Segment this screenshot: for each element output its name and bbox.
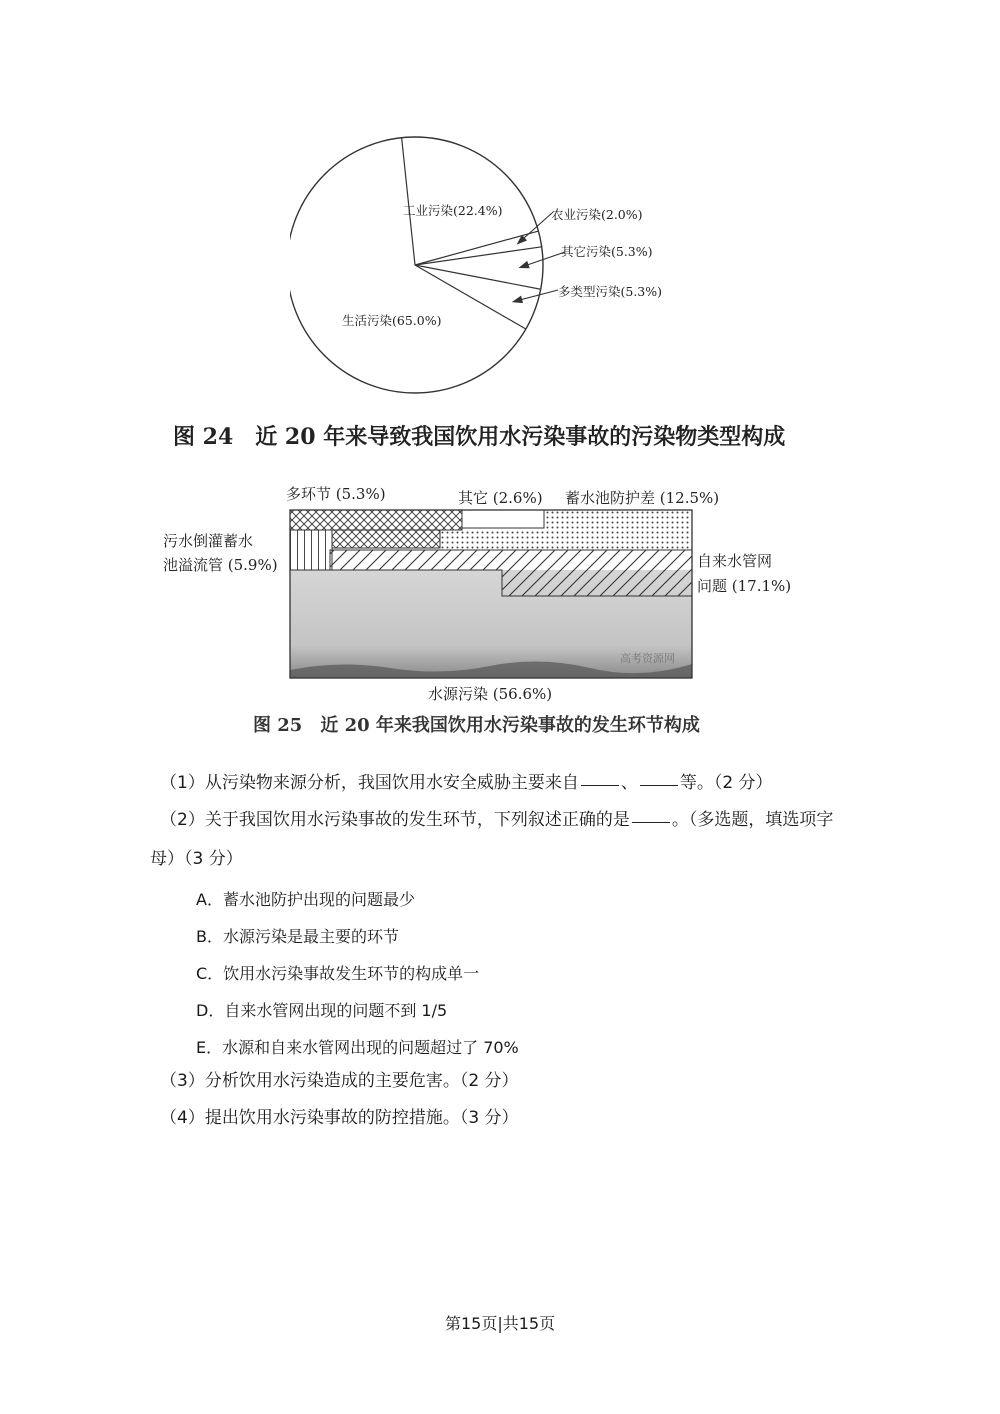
question-2-text: （2）关于我国饮用水污染事故的发生环节，下列叙述正确的是: [160, 810, 630, 830]
option-b: B．水源污染是最主要的环节: [196, 927, 399, 946]
bar-label-sewage-2: 池溢流管 (5.9%): [163, 556, 278, 574]
segment-multi-link: [290, 510, 462, 530]
segment-multi-link-lower: [332, 530, 440, 548]
bar-label-sewage-1: 污水倒灌蓄水: [163, 532, 254, 550]
question-2-end: 。（多选题，填选项字: [671, 810, 834, 830]
answer-blank-2[interactable]: [632, 821, 670, 823]
pie-label-agricultural: 农业污染(2.0%): [551, 207, 643, 222]
figure-25-caption: 图 25 近 20 年来我国饮用水污染事故的发生环节构成: [253, 715, 700, 736]
option-a: A．蓄水池防护出现的问题最少: [196, 890, 415, 909]
pie-chart: [290, 135, 690, 400]
answer-blank-1b[interactable]: [640, 784, 678, 786]
pie-label-domestic: 生活污染(65.0%): [342, 313, 442, 328]
question-2-cont: 母）（3 分）: [150, 849, 243, 869]
pie-label-multi-type: 多类型污染(5.3%): [558, 284, 663, 299]
option-e: E．水源和自来水管网出现的问题超过了 70%: [196, 1038, 519, 1057]
option-d: D．自来水管网出现的问题不到 1/5: [196, 1001, 448, 1020]
question-1-end: 等。（2 分）: [679, 773, 773, 793]
bar-label-water-source: 水源污染 (56.6%): [428, 685, 553, 703]
question-1: [160, 775, 773, 792]
answer-blank-1a[interactable]: [581, 784, 619, 786]
question-3: （3）分析饮用水污染造成的主要危害。（2 分）: [160, 1071, 519, 1091]
question-2: [160, 812, 833, 829]
question-1-text: （1）从污染物来源分析，我国饮用水安全威胁主要来自: [160, 773, 579, 793]
bar-label-other: 其它 (2.6%): [458, 489, 543, 507]
pie-label-industrial: 工业污染(22.4%): [403, 203, 503, 218]
watermark-text: 高考资源网: [620, 652, 675, 665]
question-1-sep: 、: [620, 773, 638, 793]
figure-24-caption: 图 24 近 20 年来导致我国饮用水污染事故的污染物类型构成: [173, 424, 786, 450]
bar-label-pipe-1: 自来水管网: [697, 552, 773, 570]
question-4: （4）提出饮用水污染事故的防控措施。（3 分）: [160, 1108, 519, 1128]
option-c: C．饮用水污染事故发生环节的构成单一: [196, 964, 480, 983]
segment-sewage-overflow: [290, 530, 332, 570]
segment-other: [462, 510, 544, 528]
bar-label-reservoir: 蓄水池防护差 (12.5%): [565, 489, 720, 507]
bar-label-multi-link: 多环节 (5.3%): [286, 485, 386, 503]
bar-label-pipe-2: 问题 (17.1%): [697, 577, 792, 595]
pie-label-other: 其它污染(5.3%): [561, 244, 653, 259]
page-footer: 第15页|共15页: [445, 1314, 556, 1333]
